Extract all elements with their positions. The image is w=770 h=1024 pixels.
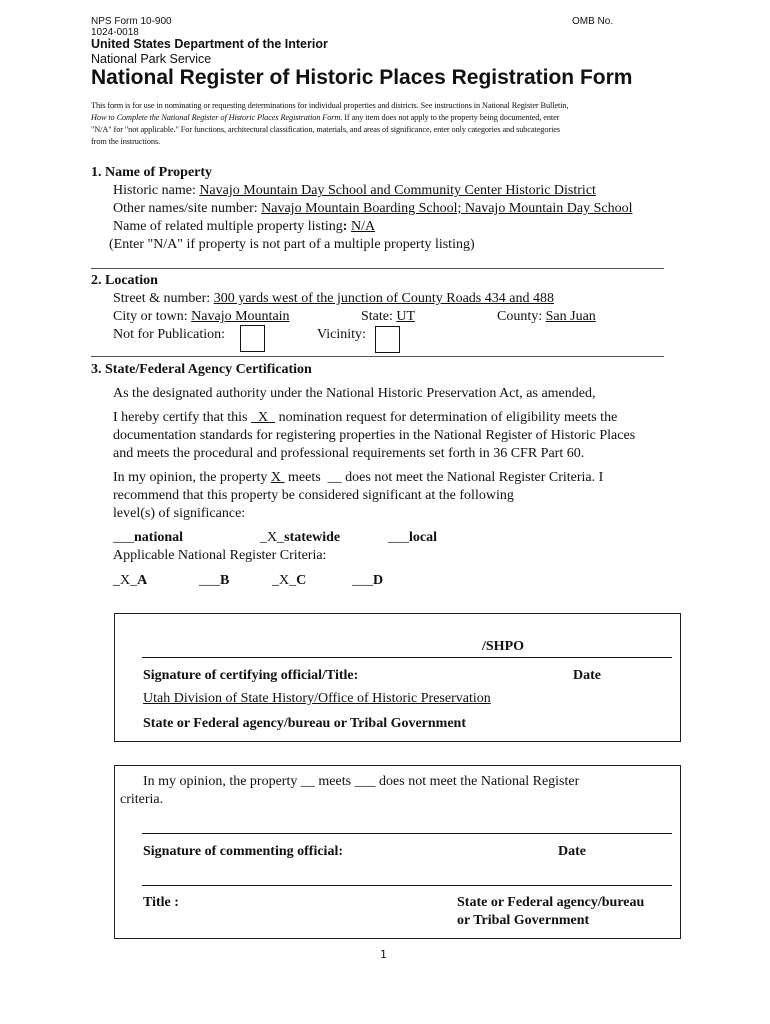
criteria-label: Applicable National Register Criteria: — [113, 548, 327, 563]
certification-paragraph-1: As the designated authority under the National Historic Preservation Act, as amended, — [113, 386, 596, 401]
section-2-heading: 2. Location — [91, 273, 158, 288]
comment-does-not-meet-mark[interactable]: ___ — [354, 774, 376, 789]
certifying-signature-label: Signature of certifying official/Title: — [143, 668, 359, 683]
state-value[interactable]: UT — [396, 309, 416, 324]
bulletin-title: How to Complete the National Register of Historic Places Registration Form. — [91, 113, 343, 122]
commenting-date-label: Date — [558, 844, 586, 859]
criteria-a[interactable]: _X_A — [113, 573, 148, 588]
commenting-title-label: Title : — [143, 895, 179, 910]
department-name: United States Department of the Interior — [91, 37, 328, 51]
omb-number-continued: 1024-0018 — [91, 27, 139, 38]
level-local[interactable]: ___local — [388, 530, 437, 545]
shpo-label: /SHPO — [482, 639, 525, 654]
comment-opinion-line-2: criteria. — [120, 792, 164, 807]
section-divider-2 — [91, 356, 664, 357]
intro-text-line-2: How to Complete the National Register of Historic Places Registration Form. If any item does not apply to the property being documented, enter — [91, 113, 560, 122]
criteria-c[interactable]: _X_C — [272, 573, 307, 588]
opinion-line-2: recommend that this property be considered significant at the following — [113, 488, 514, 503]
level-statewide[interactable]: _X_statewide — [260, 530, 341, 545]
commenting-agency-label-1: State or Federal agency/bureau — [457, 895, 645, 910]
certification-line-3: and meets the procedural and professional requirements set forth in 36 CFR Part 60. — [113, 446, 585, 461]
intro-text-line-1: This form is for use in nominating or requesting determinations for individual properties and districts. See instructions in National Register Bulletin, — [91, 101, 569, 110]
historic-name-value[interactable]: Navajo Mountain Day School and Community Center Historic District — [199, 183, 596, 198]
county-row: County: San Juan — [497, 309, 596, 324]
section-divider-1 — [91, 268, 664, 269]
multiple-property-row: Name of related multiple property listing: N/A — [113, 219, 376, 234]
other-names-row: Other names/site number: Navajo Mountain Boarding School; Navajo Mountain Day School — [113, 201, 633, 216]
certification-line-2: documentation standards for registering properties in the National Register of Historic Places — [113, 428, 636, 443]
nomination-mark[interactable]: X — [251, 410, 276, 425]
commenting-agency-label-2: or Tribal Government — [457, 913, 590, 928]
does-not-meet-mark[interactable]: __ — [327, 470, 342, 485]
historic-name-row: Historic name: Navajo Mountain Day School and Community Center Historic District — [113, 183, 596, 198]
intro-text-line-3: "N/A" for "not applicable." For functions, architectural classification, materials, and areas of significance, enter only categories and subcategories — [91, 125, 560, 134]
page-number: 1 — [380, 948, 387, 961]
certifying-agency-label: State or Federal agency/bureau or Tribal Government — [143, 716, 467, 731]
multiple-property-value[interactable]: N/A — [350, 219, 376, 234]
certification-line-1: I hereby certify that this X nomination request for determination of eligibility meets the — [113, 410, 618, 425]
commenting-signature-line[interactable] — [142, 833, 672, 834]
criteria-d[interactable]: ___D — [352, 573, 384, 588]
comment-opinion-line-1: In my opinion, the property __ meets ___ does not meet the National Register — [143, 774, 580, 789]
other-names-value[interactable]: Navajo Mountain Boarding School; Navajo Mountain Day School — [261, 201, 633, 216]
opinion-line-3: level(s) of significance: — [113, 506, 246, 521]
meets-mark[interactable]: X — [270, 470, 285, 485]
comment-meets-mark[interactable]: __ — [300, 774, 315, 789]
street-value[interactable]: 300 yards west of the junction of County Roads 434 and 488 — [213, 291, 554, 306]
multiple-property-note: (Enter "N/A" if property is not part of a multiple property listing) — [109, 237, 475, 252]
service-name: National Park Service — [91, 52, 212, 66]
street-row: Street & number: 300 yards west of the junction of County Roads 434 and 488 — [113, 291, 554, 306]
criteria-b[interactable]: ___B — [199, 573, 230, 588]
certifying-agency-value[interactable]: Utah Division of State History/Office of Historic Preservation — [143, 691, 491, 706]
section-3-heading: 3. State/Federal Agency Certification — [91, 362, 312, 377]
not-for-publication-checkbox[interactable] — [240, 325, 265, 352]
county-value[interactable]: San Juan — [545, 309, 596, 324]
intro-text-line-4: from the instructions. — [91, 137, 161, 146]
opinion-line-1: In my opinion, the property X meets __ does not meet the National Register Criteria. I — [113, 470, 604, 485]
section-1-heading: 1. Name of Property — [91, 165, 213, 180]
level-national[interactable]: ___national — [113, 530, 184, 545]
form-title: National Register of Historic Places Registration Form — [91, 66, 633, 89]
commenting-signature-label: Signature of commenting official: — [143, 844, 343, 859]
certifying-date-label: Date — [573, 668, 601, 683]
city-row: City or town: Navajo Mountain — [113, 309, 290, 324]
certifying-signature-line[interactable] — [142, 657, 672, 658]
vicinity-label: Vicinity: — [317, 327, 366, 342]
form-number: NPS Form 10-900 — [91, 16, 172, 27]
city-value[interactable]: Navajo Mountain — [191, 309, 290, 324]
state-row: State: UT — [361, 309, 416, 324]
vicinity-checkbox[interactable] — [375, 326, 400, 353]
not-for-publication-label: Not for Publication: — [113, 327, 225, 342]
commenting-title-line[interactable] — [142, 885, 672, 886]
omb-number: OMB No. — [572, 16, 614, 27]
